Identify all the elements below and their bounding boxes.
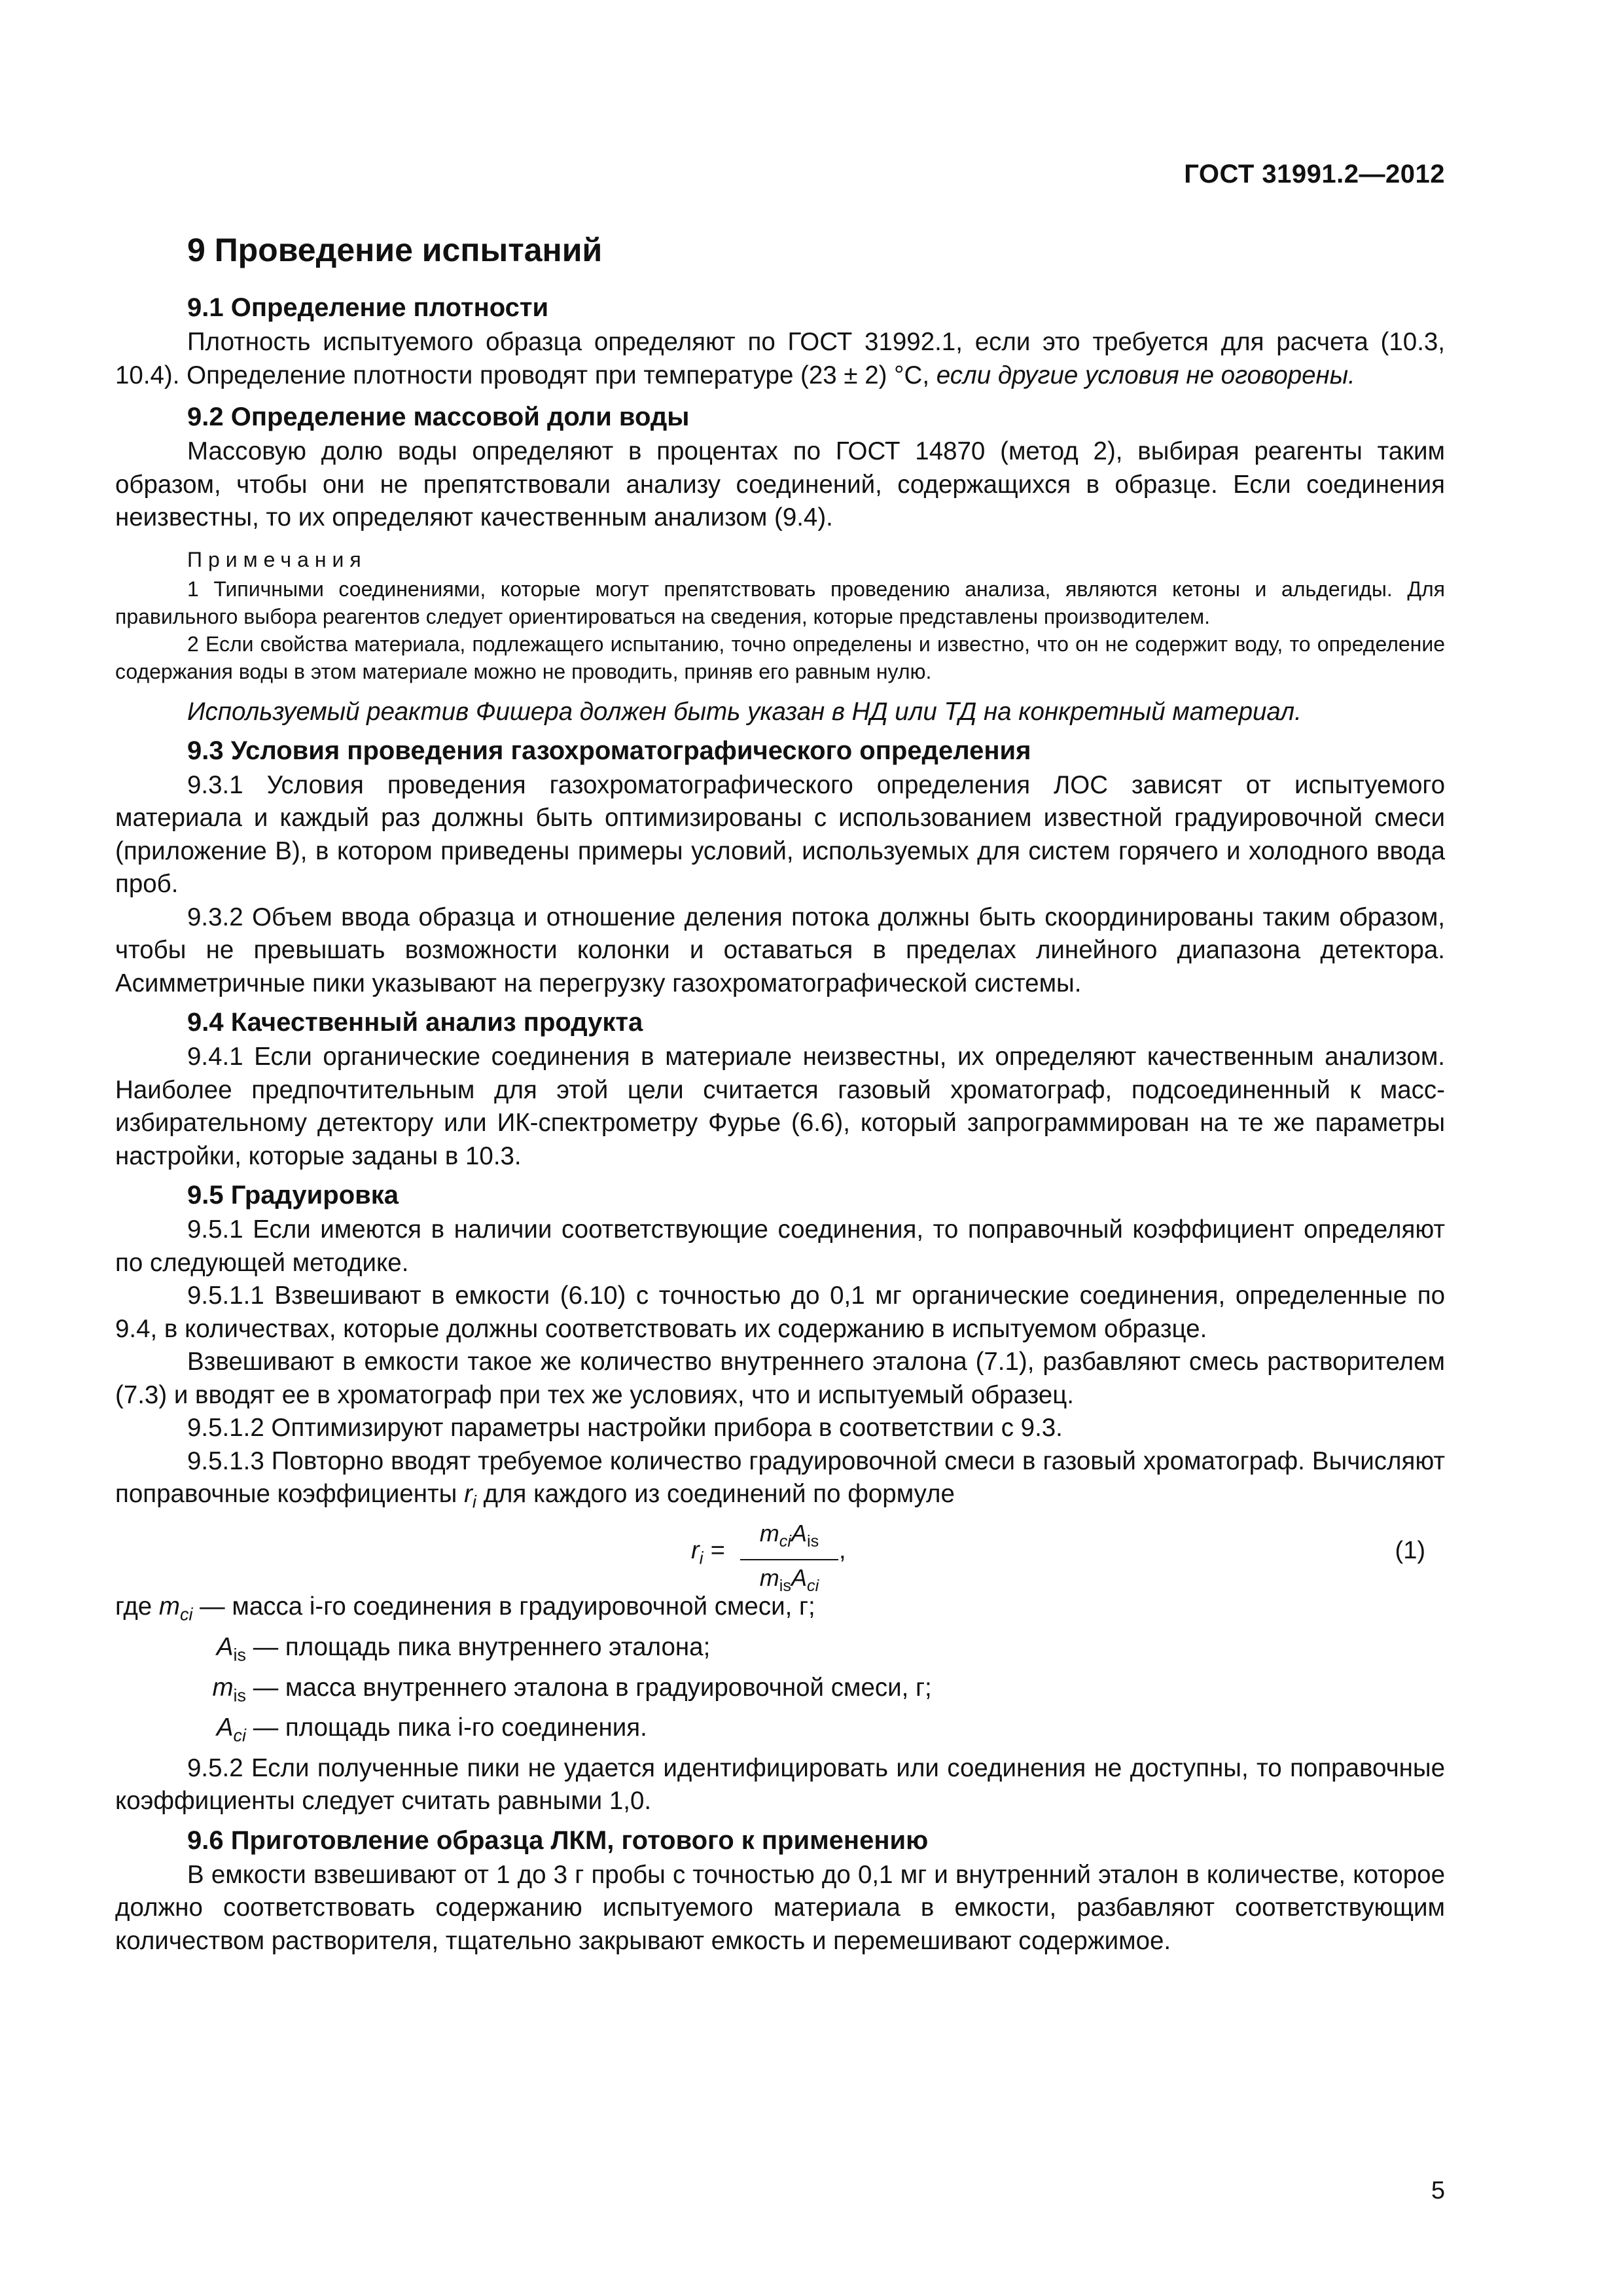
subsection-9-1-title: 9.1 Определение плотности	[187, 293, 549, 322]
paragraph-9-5-1-3: 9.5.1.3 Повторно вводят требуемое количество градуировочной смеси в газовый хроматограф. Вычисляют поправочные коэффициенты $r_i$ для каждого из соединений по формуле	[115, 1446, 1445, 1512]
note-1: 1 Типичными соединениями, которые могут препятствовать проведению анализа, являются кетоны и альдегиды. Для правильного выбора реагентов следует ориентироваться на сведения, которые представлены производителем.	[115, 577, 1445, 628]
where-item: $A_{is}$ — площадь пика внутреннего эталона;	[216, 1632, 711, 1665]
note-2: 2 Если свойства материала, подлежащего испытанию, точно определены и известно, что он не содержит воду, то определение содержания воды в этом материале можно не проводить, приняв его равным нулю.	[115, 632, 1445, 683]
doc-code-header: ГОСТ 31991.2—2012	[1184, 160, 1445, 188]
paragraph-9-3-2: 9.3.2 Объем ввода образца и отношение деления потока должны быть скоординированы таким образом, чтобы не превышать возможности колонки и оставаться в пределах линейного диапазона детектора. Асимметричные пики указывают на перегрузку газохроматографической системы.	[115, 903, 1445, 997]
subsection-9-6-title: 9.6 Приготовление образца ЛКМ, готового к применению	[187, 1825, 929, 1855]
subsection-9-3-title: 9.3 Условия проведения газохроматографического определения	[187, 736, 1031, 765]
subsection-9-5-title: 9.5 Градуировка	[187, 1181, 399, 1210]
formula-fraction: $m_{ci}A_{is}$ $m_{is}A_{ci}$	[740, 1518, 838, 1601]
formula-number: (1)	[1395, 1537, 1425, 1565]
subsection-9-4-title: 9.4 Качественный анализ продукта	[187, 1008, 643, 1037]
paragraph-9-3-1: 9.3.1 Условия проведения газохроматографического определения ЛОС зависят от испытуемого материала и каждый раз должны быть оптимизированы с использованием известной градуировочной смеси (приложение В), в котором приведены примеры условий, используемых для систем горячего и холодного ввода проб.	[115, 770, 1445, 898]
paragraph-9-5-1-2: 9.5.1.2 Оптимизируют параметры настройки прибора в соответствии с 9.3.	[187, 1414, 1063, 1442]
section-title: 9 Проведение испытаний	[187, 232, 603, 268]
subsection-9-1-text: Плотность испытуемого образца определяют по ГОСТ 31992.1, если это требуется для расчета (10.3, 10.4). Определение плотности проводят при температуре (23 ± 2) °С, если другие условия не оговорены.	[115, 328, 1445, 389]
paragraph-9-6: В емкости взвешивают от 1 до 3 г пробы с точностью до 0,1 мг и внутренний эталон в количестве, которое должно соответствовать содержанию испытуемого материала в емкости, разбавляют соответствующим количеством растворителя, тщательно закрывают емкость и перемешивают содержимое.	[115, 1860, 1445, 1955]
paragraph-9-5-1-1: 9.5.1.1 Взвешивают в емкости (6.10) с точностью до 0,1 мг органические соединения, определенные по 9.4, в количествах, которые должны соответствовать их содержанию в испытуемом образце.	[115, 1282, 1445, 1343]
paragraph-internal-standard: Взвешивают в емкости такое же количество внутреннего эталона (7.1), разбавляют смесь растворителем (7.3) и вводят ее в хроматограф при тех же условиях, что и испытуемый образец.	[115, 1348, 1445, 1409]
subsection-9-2-text: Массовую долю воды определяют в процентах по ГОСТ 14870 (метод 2), выбирая реагенты таким образом, чтобы они не препятствовали анализу соединений, содержащихся в образце. Если соединения неизвестны, то их определяют качественным анализом (9.4).	[115, 437, 1445, 531]
formula-lhs: $r_i$ =	[691, 1537, 725, 1568]
page-content	[115, 226, 1445, 1958]
formula-1: $r_i$ = $m_{ci}A_{is}$ $m_{is}A_{ci}$ , (1)	[115, 1518, 1445, 1590]
where-list	[115, 1590, 1445, 1752]
paragraph-9-5-2: 9.5.2 Если полученные пики не удается идентифицировать или соединения не доступны, то поправочные коэффициенты следует считать равными 1,0.	[115, 1753, 1445, 1816]
fischer-reagent-note: Используемый реактив Фишера должен быть указан в НД или ТД на конкретный материал.	[187, 697, 1302, 726]
paragraph-9-5-1: 9.5.1 Если имеются в наличии соответствующие соединения, то поправочный коэффициент определяют по следующей методике.	[115, 1215, 1445, 1277]
paragraph-9-4-1: 9.4.1 Если органические соединения в материале неизвестны, их определяют качественным анализом. Наиболее предпочтительным для этой цели считается газовый хроматограф, подсоединенный к масс-избирательному детектору или ИК-спектрометру Фурье (6.6), который запрограммирован на те же параметры настройки, которые заданы в 10.3.	[115, 1043, 1445, 1170]
where-item: где $m_{ci}$ — масса i-го соединения в градуировочной смеси, г;	[115, 1592, 815, 1624]
where-item: $A_{ci}$ — площадь пика i-го соединения.	[216, 1713, 647, 1746]
notes-title: Примечания	[187, 547, 367, 571]
page-number: 5	[1431, 2177, 1445, 2204]
subsection-9-2-title: 9.2 Определение массовой доли воды	[187, 403, 690, 431]
where-item: $m_{is}$ — масса внутреннего эталона в градуировочной смеси, г;	[212, 1673, 932, 1706]
